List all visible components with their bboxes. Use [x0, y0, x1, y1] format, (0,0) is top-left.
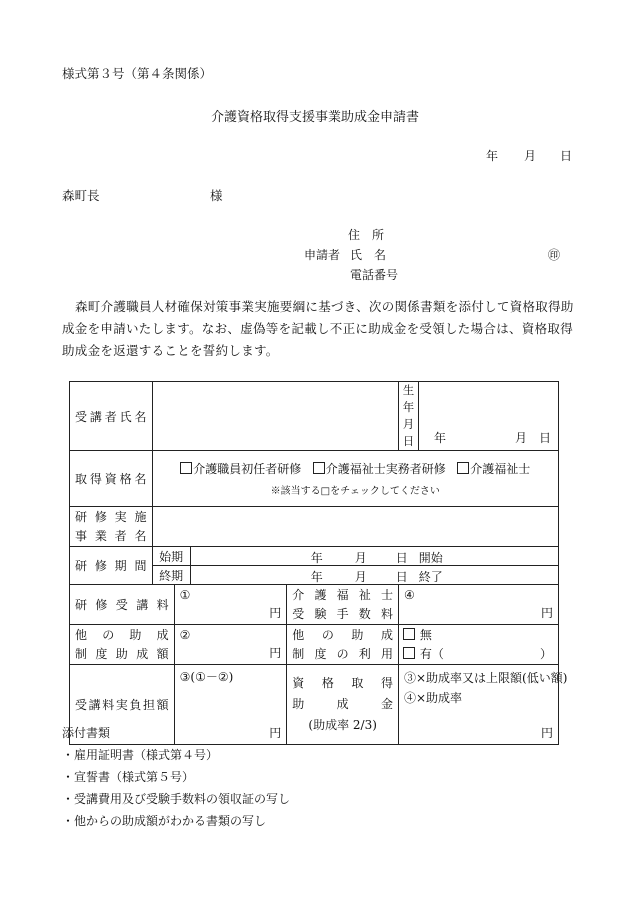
fee-field[interactable]: ① 円	[174, 585, 287, 625]
option-fukushishi[interactable]: 介護福祉士	[457, 462, 530, 476]
attachment-item: ・雇用証明書（様式第４号）	[62, 748, 219, 762]
option-yes[interactable]: 有（ ）	[403, 645, 554, 664]
check-note: ※該当する□をチェックしてください	[270, 486, 440, 497]
applicant-address-label: 住 所	[348, 228, 385, 242]
period-label: 研修期間	[70, 547, 153, 585]
fee-label: 研修受講料	[70, 585, 175, 625]
addressee: 森町長	[62, 188, 100, 203]
seal-mark: ㊞	[548, 248, 561, 262]
checkbox-icon[interactable]	[313, 462, 325, 474]
page-title: 介護資格取得支援事業助成金申請書	[210, 110, 419, 125]
qualification-label: 取得資格名	[70, 451, 153, 507]
other-grant-label: 他の助成 制度助成額	[70, 625, 175, 665]
date-year: 年	[486, 149, 499, 163]
date-day: 日	[560, 149, 573, 163]
checkbox-icon[interactable]	[403, 628, 415, 640]
date-month: 月	[524, 149, 537, 163]
grant-field[interactable]: ③×助成率又は上限額(低い額) ④×助成率 円	[398, 665, 558, 745]
checkbox-icon[interactable]	[457, 462, 469, 474]
honorific: 様	[210, 188, 223, 203]
exam-fee-field[interactable]: ④ 円	[398, 585, 558, 625]
exam-fee-label: 介護福祉士 受験手数料	[287, 585, 399, 625]
end-label: 終期	[152, 566, 190, 585]
checkbox-icon[interactable]	[403, 647, 415, 659]
option-shonin[interactable]: 介護職員初任者研修	[180, 462, 301, 476]
birthdate-field[interactable]: 年 月 日	[419, 382, 559, 451]
applicant-name-label: 氏 名	[350, 248, 387, 262]
other-use-label: 他の助成 制度の利用	[287, 625, 399, 665]
qualification-options	[152, 451, 559, 507]
option-jitsumu[interactable]: 介護福祉士実務者研修	[313, 462, 446, 476]
attachment-item: ・受講費用及び受験手数料の領収証の写し	[62, 792, 291, 806]
checkbox-icon[interactable]	[180, 462, 192, 474]
burden-field[interactable]: ③(①－②) 円	[174, 665, 287, 745]
start-label: 始期	[152, 547, 190, 566]
end-date-field[interactable]: 年 月 日 終了	[190, 566, 558, 585]
birth-label: 生年 月日	[398, 382, 418, 451]
trainee-name-label: 受講者氏名	[70, 382, 153, 451]
other-use-options	[398, 625, 558, 665]
provider-label: 研修実施 事業者名	[70, 507, 153, 547]
applicant-phone-label: 電話番号	[350, 268, 399, 282]
applicant-label: 申請者	[304, 248, 341, 262]
form-number: 様式第３号（第４条関係）	[62, 66, 213, 81]
start-date-field[interactable]: 年 月 日 開始	[190, 547, 558, 566]
attachment-item: ・他からの助成額がわかる書類の写し	[62, 814, 267, 828]
attachments-heading: 添付書類	[62, 726, 111, 740]
grant-label: 資格取得 助成金 (助成率 2/3)	[287, 665, 399, 745]
option-no[interactable]: 無	[403, 626, 554, 645]
burden-label: 受講料実負担額	[70, 665, 175, 745]
other-grant-field[interactable]: ② 円	[174, 625, 287, 665]
trainee-name-field[interactable]	[152, 382, 398, 451]
body-paragraph: 森町介護職員人材確保対策事業実施要綱に基づき、次の関係書類を添付して資格取得助成金を申請いたします。なお、虚偽等を記載し不正に助成金を受領した場合は、資格取得助成金を返還することを誓約します。	[62, 299, 574, 358]
application-table	[69, 381, 568, 745]
provider-field[interactable]	[152, 507, 559, 547]
attachment-item: ・宣誓書（様式第５号）	[62, 770, 195, 784]
